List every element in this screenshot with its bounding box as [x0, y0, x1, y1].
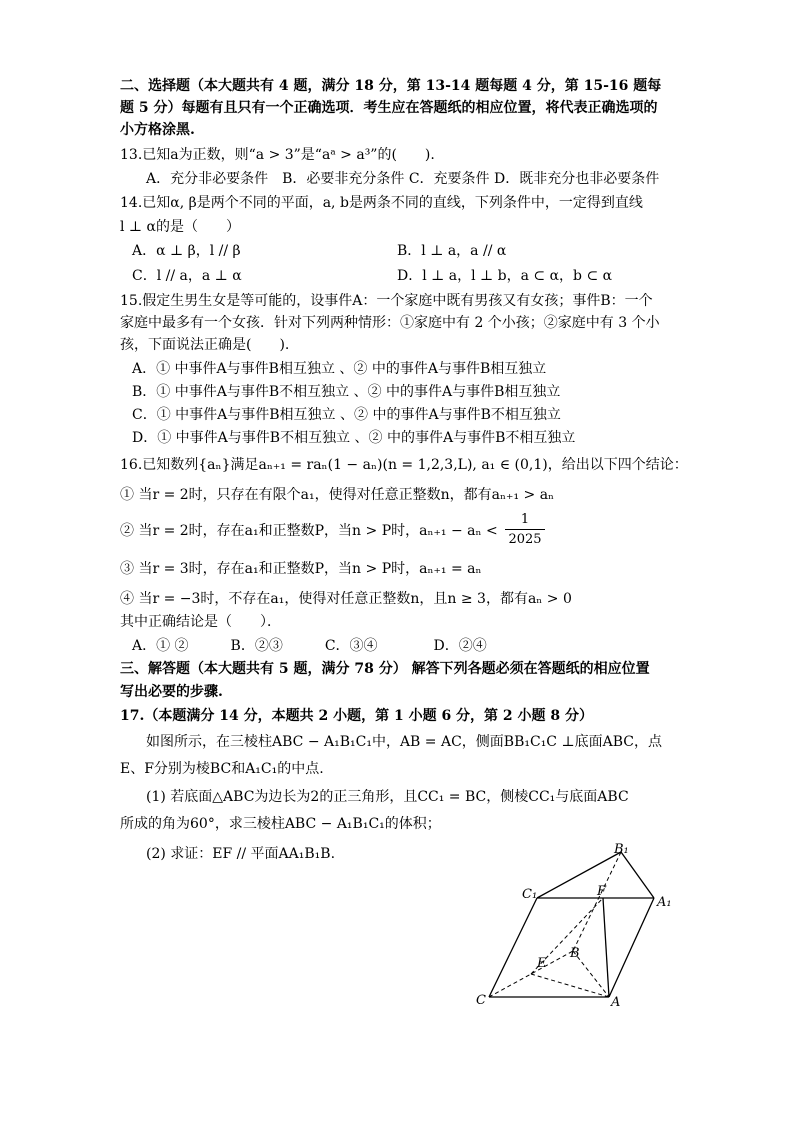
label-a1: A₁ — [657, 895, 672, 910]
q15-option-c: C．① 中事件A与事件B相互独立 、② 中的事件A与事件B不相互独立 — [132, 407, 561, 423]
label-a: A — [611, 995, 621, 1010]
label-b: B — [570, 946, 580, 961]
q15-option-b: B．① 中事件A与事件B不相互独立 、② 中的事件A与事件B相互独立 — [132, 384, 561, 400]
q17-part2: (2) 求证：EF // 平面AA₁B₁B. — [146, 846, 336, 862]
segment-f-a — [603, 898, 609, 997]
q14-option-c: C．l // a，a ⊥ α — [132, 268, 242, 284]
edge-a1-a — [609, 898, 654, 997]
edge-c1-c — [489, 898, 537, 997]
q15-option-a: A．① 中事件A与事件B相互独立 、② 中的事件A与事件B相互独立 — [132, 361, 547, 377]
q16-fraction — [505, 511, 545, 548]
edge-b1-b — [573, 852, 621, 951]
q13-options: A．充分非必要条件 B．必要非充分条件 C．充要条件 D．既非充分也非必要条件 — [146, 171, 660, 187]
edge-c1-b1 — [537, 852, 621, 898]
q17-part1-line1: (1) 若底面△ABC为边长为2的正三角形，且CC₁ = BC，侧棱CC₁与底面ABC — [146, 789, 629, 805]
q16-conclusion-1: ① 当r = 2时，只存在有限个a₁，使得对任意正整数n，都有aₙ₊₁ > aₙ — [120, 487, 555, 503]
q14-option-b: B．l ⊥ a，a // α — [397, 243, 507, 259]
q16-fraction-numerator: 1 — [520, 512, 530, 527]
q16-stem: 16.已知数列{aₙ}满足aₙ₊₁ = raₙ(1 − aₙ)(n = 1,2,3,L), a₁ ∈ (0,1)，给出以下四个结论： — [120, 457, 688, 473]
q15-stem-line3: 孩，下面说法正确是( ). — [120, 337, 290, 353]
label-c1: C₁ — [522, 887, 538, 902]
segment-e-a — [531, 974, 609, 997]
section2-header-line1: 二、选择题（本大题共有 4 题，满分 18 分，第 13-14 题每题 4 分，第 15-16 题每 — [120, 78, 662, 94]
q14-stem-line1: 14.已知α, β是两个不同的平面，a, b是两条不同的直线，下列条件中，一定得到直线 — [120, 195, 643, 211]
label-e: E — [537, 956, 547, 971]
q15-stem-line2: 家庭中最多有一个女孩．针对下列两种情形：①家庭中有 2 个小孩；②家庭中有 3 个小 — [120, 315, 660, 331]
q14-option-d: D．l ⊥ a，l ⊥ b，a ⊂ α，b ⊂ α — [397, 268, 613, 284]
section2-header-line2: 题 5 分）每题有且只有一个正确选项．考生应在答题纸的相应位置，将代表正确选项的 — [120, 100, 658, 116]
q17-title: 17.（本题满分 14 分，本题共 2 小题，第 1 小题 6 分，第 2 小题 8 分） — [120, 708, 594, 724]
q17-part1-line2: 所成的角为60°，求三棱柱ABC − A₁B₁C₁的体积； — [120, 816, 441, 832]
prism-figure — [465, 835, 685, 1015]
q13-stem: 13.已知a为正数，则“a > 3”是“aᵃ > a³”的( ). — [120, 147, 435, 163]
q16-ask: 其中正确结论是（ ）． — [120, 614, 281, 630]
section2-header-line3: 小方格涂黑. — [120, 122, 195, 138]
section3-header-line1: 三、解答题（本大题共有 5 题，满分 78 分） 解答下列各题必须在答题纸的相应位置 — [120, 661, 650, 677]
label-c: C — [476, 993, 486, 1008]
q16-conclusion-2: ② 当r = 2时，存在a₁和正整数P，当n > P时，aₙ₊₁ − aₙ < — [120, 523, 498, 539]
q17-paragraph-line1: 如图所示，在三棱柱ABC − A₁B₁C₁中，AB = AC，侧面BB₁C₁C ⊥底面ABC，点 — [146, 734, 663, 750]
label-b1: B₁ — [614, 842, 629, 857]
q16-fraction-denominator: 2025 — [508, 532, 542, 547]
q16-conclusion-3: ③ 当r = 3时，存在a₁和正整数P，当n > P时，aₙ₊₁ = aₙ — [120, 561, 482, 577]
q15-stem-line1: 15.假定生男生女是等可能的，设事件A：一个家庭中既有男孩又有女孩；事件B：一个 — [120, 293, 653, 309]
q16-options: A．① ② B．②③ C．③④ D．②④ — [132, 638, 487, 654]
q17-paragraph-line2: E、F分别为棱BC和A₁C₁的中点. — [120, 761, 324, 777]
q16-fraction-bar — [505, 529, 545, 530]
q14-option-a: A．α ⊥ β，l // β — [132, 243, 241, 259]
section3-header-line2: 写出必要的步骤. — [120, 684, 223, 700]
q16-conclusion-4: ④ 当r = −3时，不存在a₁，使得对任意正整数n，且n ≥ 3，都有aₙ > 0 — [120, 591, 572, 607]
q14-stem-line2: l ⊥ α的是（ ） — [120, 219, 240, 235]
label-f: F — [597, 884, 607, 899]
q15-option-d: D．① 中事件A与事件B不相互独立 、② 中的事件A与事件B不相互独立 — [132, 430, 576, 446]
edge-b1-a1 — [621, 852, 654, 898]
